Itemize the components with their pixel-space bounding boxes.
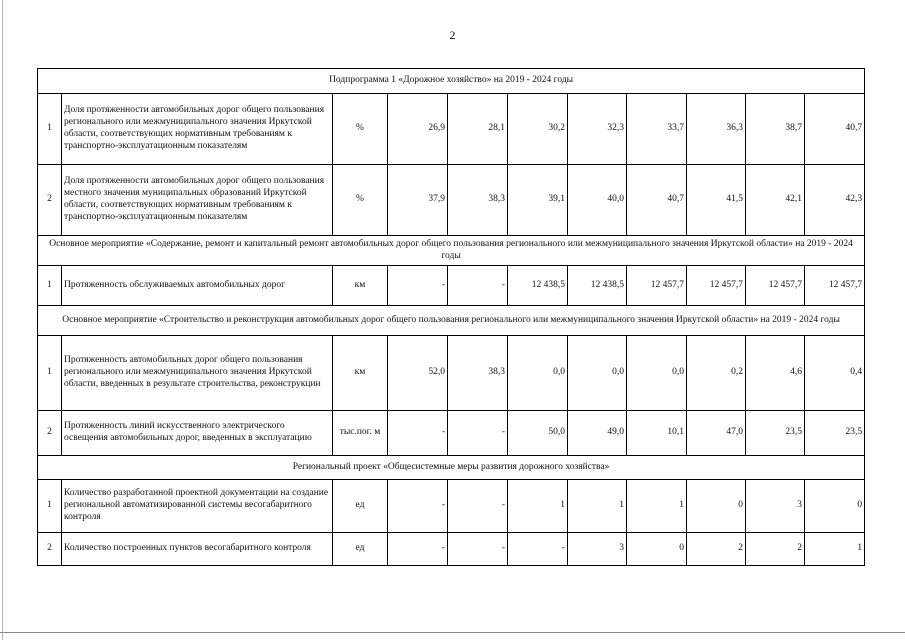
value-cell: 33,7 [627, 94, 687, 165]
table-row [38, 336, 865, 411]
value-cell: 30,2 [508, 94, 568, 165]
indicator-name: Протяженность обслуживаемых автомобильных дорог [62, 266, 333, 306]
value-cell: 49,0 [568, 411, 627, 456]
value-cell: 4,6 [746, 336, 805, 411]
value-cell: 32,3 [568, 94, 627, 165]
value-cell: 10,1 [627, 411, 687, 456]
value-cell: - [448, 480, 508, 533]
table-row [38, 480, 865, 533]
value-cell: 47,0 [687, 411, 746, 456]
unit-cell: тыс.пог. м [333, 411, 388, 456]
value-cell: 38,3 [448, 165, 508, 236]
row-number: 2 [38, 533, 62, 566]
value-cell: 23,5 [805, 411, 865, 456]
row-number: 1 [38, 336, 62, 411]
value-cell: - [388, 266, 448, 306]
row-number: 1 [38, 94, 62, 165]
table-row [38, 94, 865, 165]
value-cell: 40,7 [805, 94, 865, 165]
value-cell: 1 [508, 480, 568, 533]
unit-cell: % [333, 165, 388, 236]
section-header-row [38, 69, 865, 94]
section-header-row [38, 236, 865, 266]
value-cell: - [448, 266, 508, 306]
value-cell: 38,3 [448, 336, 508, 411]
page-bottom-edge [0, 632, 905, 633]
value-cell: 42,1 [746, 165, 805, 236]
value-cell: 23,5 [746, 411, 805, 456]
value-cell: 3 [568, 533, 627, 566]
value-cell: 0,0 [508, 336, 568, 411]
page-left-edge [2, 0, 3, 640]
value-cell: 12 457,7 [746, 266, 805, 306]
unit-cell: км [333, 266, 388, 306]
page-number: 2 [449, 28, 456, 42]
value-cell: 50,0 [508, 411, 568, 456]
value-cell: 52,0 [388, 336, 448, 411]
value-cell: 0,0 [627, 336, 687, 411]
indicator-name: Количество разработанной проектной документации на создание региональной автоматизированной системы весогабаритного контроля [62, 480, 333, 533]
value-cell: 0 [687, 480, 746, 533]
value-cell: - [448, 411, 508, 456]
section-title: Подпрограмма 1 «Дорожное хозяйство» на 2019 - 2024 годы [38, 69, 865, 94]
row-number: 2 [38, 411, 62, 456]
value-cell: - [508, 533, 568, 566]
value-cell: 0 [805, 480, 865, 533]
value-cell: 37,9 [388, 165, 448, 236]
unit-cell: ед [333, 480, 388, 533]
row-number: 2 [38, 165, 62, 236]
value-cell: 12 438,5 [508, 266, 568, 306]
section-header-row [38, 306, 865, 336]
value-cell: 2 [746, 533, 805, 566]
value-cell: 1 [568, 480, 627, 533]
unit-cell: км [333, 336, 388, 411]
value-cell: 0,2 [687, 336, 746, 411]
value-cell: 40,0 [568, 165, 627, 236]
unit-cell: ед [333, 533, 388, 566]
value-cell: 12 457,7 [687, 266, 746, 306]
indicator-name: Количество построенных пунктов весогабаритного контроля [62, 533, 333, 566]
section-header-row [38, 456, 865, 480]
value-cell: 0,0 [568, 336, 627, 411]
value-cell: 2 [687, 533, 746, 566]
value-cell: 36,3 [687, 94, 746, 165]
value-cell: 42,3 [805, 165, 865, 236]
value-cell: 1 [627, 480, 687, 533]
unit-cell: % [333, 94, 388, 165]
value-cell: 41,5 [687, 165, 746, 236]
table-row [38, 533, 865, 566]
indicator-name: Доля протяженности автомобильных дорог общего пользования регионального или межмуниципального значения Иркутской области, соответствующих нормативным требованиям к транспортно-эксплуатационным показателям [62, 94, 333, 165]
value-cell: - [388, 480, 448, 533]
value-cell: 39,1 [508, 165, 568, 236]
row-number: 1 [38, 480, 62, 533]
row-number: 1 [38, 266, 62, 306]
value-cell: 3 [746, 480, 805, 533]
value-cell: 12 438,5 [568, 266, 627, 306]
value-cell: 0,4 [805, 336, 865, 411]
indicator-name: Доля протяженности автомобильных дорог общего пользования местного значения муниципальных образований Иркутской области, соответствующих нормативным требованиям к транспортно-эксплуатационным показателям [62, 165, 333, 236]
indicator-name: Протяженность линий искусственного электрического освещения автомобильных дорог, введенных в эксплуатацию [62, 411, 333, 456]
value-cell: 26,9 [388, 94, 448, 165]
value-cell: 38,7 [746, 94, 805, 165]
value-cell: - [448, 533, 508, 566]
table-row [38, 266, 865, 306]
value-cell: - [388, 533, 448, 566]
table-row [38, 411, 865, 456]
value-cell: 40,7 [627, 165, 687, 236]
value-cell: 1 [805, 533, 865, 566]
indicators-table [37, 68, 865, 566]
value-cell: 12 457,7 [627, 266, 687, 306]
section-title: Основное мероприятие «Содержание, ремонт и капитальный ремонт автомобильных дорог общего пользования регионального или межмуниципального значения Иркутской области» на 2019 - 2024 годы [38, 236, 865, 266]
table-row [38, 165, 865, 236]
section-title: Региональный проект «Общесистемные меры развития дорожного хозяйства» [38, 456, 865, 480]
section-title: Основное мероприятие «Строительство и реконструкция автомобильных дорог общего пользования регионального или межмуниципального значения Иркутской области» на 2019 - 2024 годы [38, 306, 865, 336]
value-cell: 12 457,7 [805, 266, 865, 306]
indicator-name: Протяженность автомобильных дорог общего пользования регионального или межмуниципального значения Иркутской области, введенных в результате строительства, реконструкции [62, 336, 333, 411]
value-cell: - [388, 411, 448, 456]
value-cell: 28,1 [448, 94, 508, 165]
value-cell: 0 [627, 533, 687, 566]
